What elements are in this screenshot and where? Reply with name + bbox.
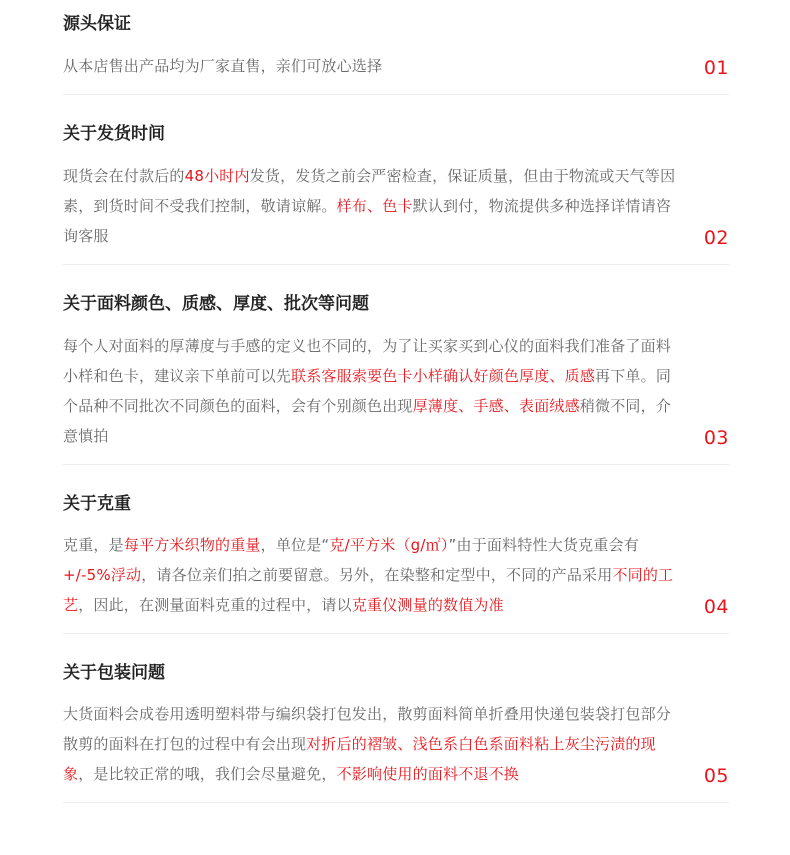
section-body (63, 331, 683, 451)
section-body (63, 530, 683, 620)
body-text: 发货，发货之前会严密检查，保证质量，但由于物流或天气等因素，到货时间不受我们控制，敬请谅解。 (63, 167, 676, 215)
section-number: 02 (703, 227, 729, 249)
section-number: 03 (703, 427, 729, 449)
section-number: 04 (703, 596, 729, 618)
highlight-text: 48小时内 (184, 167, 250, 185)
highlight-text: 克/平方米（g/㎡） (329, 536, 449, 554)
divider (63, 802, 729, 803)
highlight-text: 样布、色卡 (336, 197, 413, 215)
body-text: ”由于面料特性大货克重会有 (448, 536, 639, 554)
divider (63, 264, 729, 265)
divider (63, 464, 729, 465)
highlight-text: 对折后的褶皱、浅色系白色系面料粘上灰尘污渍的现象 (63, 735, 656, 783)
section-title: 源头保证 (63, 14, 131, 34)
body-text: 从本店售出产品均为厂家直售，亲们可放心选择 (63, 57, 383, 75)
body-text: ，是比较正常的哦，我们会尽量避免， (78, 765, 337, 783)
section-body (63, 161, 683, 251)
section-body (63, 699, 683, 789)
section-title: 关于发货时间 (63, 124, 165, 144)
body-text: 再下单。同个品种不同批次不同颜色的面料，会有个别颜色出现 (63, 367, 672, 415)
body-text: ，请各位亲们拍之前要留意。另外，在染整和定型中，不同的产品采用 (141, 566, 613, 584)
body-text: 稍微不同，介意慎拍 (63, 397, 672, 445)
highlight-text: 联系客服索要色卡小样确认好颜色厚度、质感 (291, 367, 596, 385)
body-text: 默认到付，物流提供多种选择详情请咨询客服 (63, 197, 672, 245)
body-text: 现货会在付款后的 (63, 167, 185, 185)
highlight-text: 克重仪测量的数值为准 (351, 596, 504, 614)
body-text: ，单位是“ (260, 536, 330, 554)
section-body (63, 51, 683, 81)
section-title: 关于包装问题 (63, 663, 165, 683)
highlight-text: +/-5%浮动 (63, 566, 142, 584)
divider (63, 633, 729, 634)
body-text: 每个人对面料的厚薄度与手感的定义也不同的，为了让买家买到心仪的面料我们准备了面料小样和色卡，建议亲下单前可以先 (63, 337, 672, 385)
highlight-text: 不影响使用的面料不退不换 (336, 765, 520, 783)
section-number: 01 (703, 57, 729, 79)
divider (63, 94, 729, 95)
body-text: 大货面料会成卷用透明塑料带与编织袋打包发出，散剪面料简单折叠用快递包装袋打包部分散剪的面料在打包的过程中有会出现 (63, 705, 672, 753)
body-text: 克重，是 (63, 536, 124, 554)
highlight-text: 每平方米织物的重量 (123, 536, 261, 554)
body-text: ，因此，在测量面料克重的过程中，请以 (78, 596, 352, 614)
highlight-text: 厚薄度、手感、表面绒感 (412, 397, 580, 415)
section-number: 05 (703, 765, 729, 787)
section-title: 关于克重 (63, 494, 131, 514)
highlight-text: 不同的工艺 (63, 566, 674, 614)
section-title: 关于面料颜色、质感、厚度、批次等问题 (63, 294, 369, 314)
